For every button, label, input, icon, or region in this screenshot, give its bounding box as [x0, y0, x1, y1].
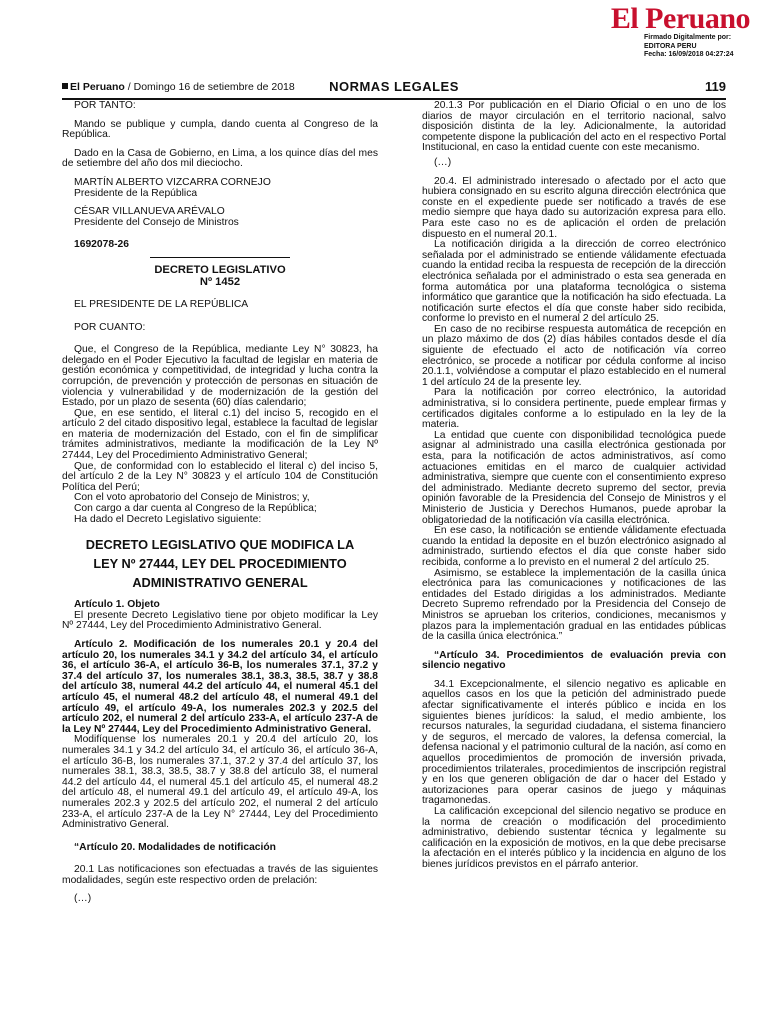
decree-title-line: LEY Nº 27444, LEY DEL PROCEDIMIENTO: [93, 556, 347, 572]
paragraph: Para la notificación por correo electrónico, la autoridad administrativa, si lo considera pertinente, puede emplear firmas y certificados digitales conforme a lo estipulado en la ley de la materia.: [422, 387, 726, 431]
paragraph: Asimismo, se establece la implementación de la casilla única electrónica para las comunicaciones y notificaciones de las entidades del Estado dirigidas a los administrados. Mediante Decreto Supremo refrendado por la Presidencia del Consejo de Ministros se aprueban los criterios, condiciones, mecanismos y plazos para la implementación gradual en las entidades públicas de la casilla única electrónica.”: [422, 567, 726, 643]
article-title: “Artículo 34. Procedimientos de evaluación previa con silencio negativo: [422, 649, 726, 672]
ellipsis: (…): [434, 156, 452, 168]
paragraph: El presente Decreto Legislativo tiene por objeto modificar la Ley Nº 27444, Ley del Procedimiento Administrativo General.: [62, 609, 378, 632]
divider: [150, 257, 290, 258]
signatory-role: Presidente de la República: [74, 187, 198, 199]
paragraph: Mando se publique y cumpla, dando cuenta al Congreso de la República.: [62, 118, 378, 141]
el-peruano-logo: El Peruano: [610, 2, 750, 35]
masthead: [0, 0, 768, 76]
header-section: NORMAS LEGALES: [329, 79, 459, 94]
paragraph: Ha dado el Decreto Legislativo siguiente:: [74, 513, 262, 525]
paragraph: 20.1.3 Por publicación en el Diario Oficial o en uno de los diarios de mayor circulación en el territorio nacional, salvo disposición distinta de la ley. Adicionalmente, la autoridad competente dispone la publicación del acto en el respectivo Portal Institucional, en caso la entidad cuente con este mecanismo.: [422, 100, 726, 154]
paragraph: Que, de conformidad con lo establecido el literal c) del inciso 5, del artículo 2 de la Ley N° 30823 y el artículo 104 de Constitución Política del Perú;: [62, 460, 378, 493]
header-date: / Domingo 16 de setiembre de 2018: [124, 81, 295, 93]
paragraph: Con el voto aprobatorio del Consejo de Ministros; y,: [74, 492, 310, 504]
decree-title-line: ADMINISTRATIVO GENERAL: [132, 575, 308, 591]
paragraph: En ese caso, la notificación se entiende válidamente efectuada cuando la entidad la deposite en el buzón electrónico asignado al administrado, surtiendo efectos el día que conste haber sido recibida, conforme a lo previsto en el numeral 2 del artículo 25.: [422, 525, 726, 568]
article-title: Artículo 2. Modificación de los numerales 20.1 y 20.4 del artículo 20, los numerales 34.1 y 34.2 del artículo 34, el artículo 36, el artículo 36-A, el artículo 36-B, los numerales 37.1, 37.2 y 37.4 del artículo 37, los numerales 38.1, 38.3, 38.5, 38.7 y 38.8 del artículo 38, numeral 44.2 del artículo 44, el numeral 45.1 del artículo 45, el numeral 48.2 del artículo 48, el numeral 49.1 del artículo 49, el artículo 49-A, los numerales 202.3 y 202.5 del artículo 202, el numeral 2 del artículo 233-A, el artículo 237-A de la Ley Nº 27444, Ley del Procedimiento Administrativo General.: [62, 639, 378, 735]
paragraph: 20.4. El administrado interesado o afectado por el acto que hubiera consignado en su escrito alguna dirección electrónica que conste en el expediente puede ser notificado a través de ese medio siempre que haya dado su autorización expresa para ello. Para este caso no es de aplicación el orden de prelación dispuesto en el numeral 20.1.: [422, 175, 726, 240]
paragraph: POR CUANTO:: [74, 321, 146, 333]
paragraph: En caso de no recibirse respuesta automática de recepción en un plazo máximo de dos (2) días hábiles contados desde el día siguiente de efectuado el acto de notificación vía correo electrónico, se procede a notificar por cédula conforme al inciso 20.1.1, volviéndose a computar el plazo establecido en el numeral 1 del artículo 24 de la presente ley.: [422, 323, 726, 388]
paragraph: 34.1 Excepcionalmente, el silencio negativo es aplicable en aquellos casos en los que la petición del administrado puede afectar significativamente el interés público e incida en los siguientes bienes jurídicos: la salud, el medio ambiente, los recursos naturales, la seguridad ciudadana, el sistema financiero y de seguros, el mercado de valores, la defensa comercial, la defensa nacional y el patrimonio cultural de la nación, así como en aquellos procedimientos de promoción de inversión privada, procedimientos trilaterales, procedimientos de inscripción registral y en los que generen obligación de dar o hacer del Estado y autorizaciones para operar casinos de juego y máquinas tragamonedas.: [422, 678, 726, 807]
signature-line: EDITORA PERU: [644, 42, 697, 50]
decreto-number: Nº 1452: [199, 275, 241, 288]
header-pub-name: El Peruano: [70, 81, 125, 93]
paragraph: 20.1 Las notificaciones son efectuadas a través de las siguientes modalidades, según este respectivo orden de prelación:: [62, 864, 378, 886]
signatory-name: MARTÍN ALBERTO VIZCARRA CORNEJO: [74, 176, 271, 188]
signatory-name: CÉSAR VILLANUEVA ARÉVALO: [74, 206, 225, 218]
paragraph: Que, el Congreso de la República, mediante Ley N° 30823, ha delegado en el Poder Ejecutivo la facultad de legislar en materia de gestión económica y competitividad, de integridad y lucha contra la corrupción, de prevención y protección de personas en situación de violencia y vulnerabilidad y de modernización de la gestión del Estado, por un plazo de sesenta (60) días calendario;: [62, 344, 378, 409]
decreto-heading: [62, 264, 378, 288]
ellipsis: (…): [74, 893, 92, 905]
article-title: Artículo 1. Objeto: [74, 599, 160, 611]
page-number: 119: [705, 79, 726, 94]
document-code: 1692078-26: [74, 239, 129, 251]
article-title: “Artículo 20. Modalidades de notificación: [74, 841, 276, 853]
paragraph: La calificación excepcional del silencio negativo se produce en la norma de creación o modificación del procedimiento administrativo, debiendo sustentar técnica y legalmente su calificación en la exposición de motivos, en la que debe precisarse la afectación en el interés público y la incidencia en alguno de los bienes jurídicos previstos en el párrafo anterior.: [422, 806, 726, 870]
right-column: [422, 101, 726, 871]
digital-signature: [644, 34, 734, 60]
paragraph: Dado en la Casa de Gobierno, en Lima, a los quince días del mes de setiembre del año dos mil dieciocho.: [62, 147, 378, 170]
paragraph: EL PRESIDENTE DE LA REPÚBLICA: [74, 298, 249, 310]
paragraph: Modifíquense los numerales 20.1 y 20.4 del artículo 20, los numerales 34.1 y 34.2 del artículo 34, el artículo 36, el artículo 36-A, el artículo 36-B, los numerales 37.1, 37.2 y 37.4 del artículo 37, los numerales 38.1, 38.3, 38.5, 38.7 y 38.8 del artículo 38, el numeral 44.2 del artículo 44, el numeral 45.1 del artículo 45, el numeral 48.2 del artículo 48, el numeral 49.1 del artículo 49, el artículo 49-A, los numerales 202.3 y 202.5 del artículo 202, el numeral 2 del artículo 233-A, el artículo 237-A de la Ley N° 27444, Ley del Procedimiento Administrativo General.: [62, 734, 378, 831]
paragraph: Con cargo a dar cuenta al Congreso de la República;: [74, 503, 317, 515]
signature-line: Firmado Digitalmente por:: [644, 34, 732, 41]
left-column: [62, 101, 378, 905]
paragraph: La entidad que cuente con disponibilidad tecnológica puede asignar al administrado una casilla electrónica gestionada por esta, para la notificación de actos administrativos, así como actuaciones emitidas en el marco de cualquier actividad administrativa, siempre que cuente con el consentimiento expreso del administrado. Mediante decreto supremo del sector, previa opinión favorable de la Presidencia del Consejo de Ministros y el Ministerio de Justicia y Derechos Humanos, puede aprobar la obligatoriedad de la notificación vía casilla electrónica.: [422, 429, 726, 526]
page-header: [62, 78, 726, 100]
decree-title-line: DECRETO LEGISLATIVO QUE MODIFICA LA: [85, 537, 355, 553]
decree-title: [62, 535, 378, 592]
por-tanto: POR TANTO:: [74, 100, 136, 111]
decreto-heading-line: DECRETO LEGISLATIVO: [154, 263, 286, 276]
signatory-role: Presidente del Consejo de Ministros: [74, 216, 239, 228]
paragraph: Que, en ese sentido, el literal c.1) del inciso 5, recogido en el artículo 2 del citado dispositivo legal, establece la facultad de legislar en materia de modernización del Estado, con el fin de simplificar trámites administrativos, mediante la modificación de la Ley Nº 27444, Ley del Procedimiento Administrativo General;: [62, 407, 378, 462]
signature-line: Fecha: 16/09/2018 04:27:24: [644, 51, 734, 58]
paragraph: La notificación dirigida a la dirección de correo electrónico señalada por el administrado se entiende válidamente efectuada cuando la entidad reciba la respuesta de recepción de la dirección electrónica señalada por el administrado o esta sea generada en forma automática por una plataforma tecnológica o sistema informático que garantice que la notificación ha sido efectuada. La notificación surte efectos el día que conste haber sido recibida, conforme lo previsto en el numeral 2 del artículo 25.: [422, 239, 726, 325]
